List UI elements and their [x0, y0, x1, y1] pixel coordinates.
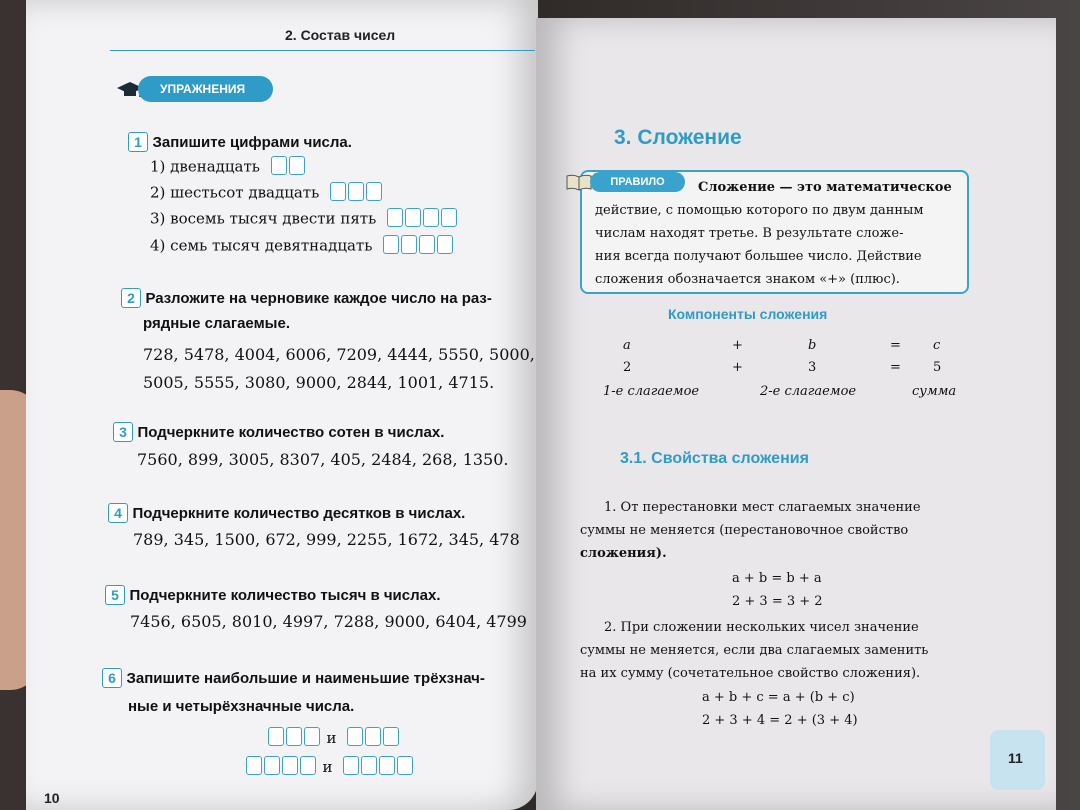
conjunction: и [322, 758, 333, 777]
task-4 [108, 503, 465, 523]
item-text: 2) шестьсот двадцать [150, 183, 320, 202]
property-line: 2. При сложении нескольких чисел значение [604, 620, 919, 635]
property-line: суммы не меняется (перестановочное свойство [580, 523, 909, 538]
task-1-item [150, 182, 384, 205]
header-rule [110, 50, 535, 51]
formula-symbol: + [732, 338, 743, 353]
formula-symbol: = [890, 360, 901, 375]
task-2 [121, 288, 492, 308]
formula-label: 2-е слагаемое [760, 384, 857, 399]
answer-row [240, 756, 415, 780]
rule-line: ния всегда получают большее число. Действие [595, 249, 922, 264]
subsection-title: 3.1. Свойства сложения [620, 450, 809, 467]
task-number: 1 [128, 132, 148, 152]
section-title: 3. Сложение [614, 126, 742, 149]
formula-symbol: = [890, 338, 901, 353]
task-title: Запишите наибольшие и наименьшие трёхзнач- [126, 670, 485, 687]
property-line: на их сумму (сочетательное свойство сложения). [580, 666, 921, 681]
task-title: Запишите цифрами числа. [152, 134, 352, 151]
rule-badge: ПРАВИЛО [590, 172, 685, 192]
task-1 [128, 132, 352, 152]
digit-cells [268, 727, 322, 751]
task-title-cont: ные и четырёхзначные числа. [128, 698, 355, 715]
property-formula: a + b + c = a + (b + c) [702, 690, 855, 705]
rule-line: Сложение — это математическое [698, 180, 952, 195]
formula-label: 1-е слагаемое [603, 384, 700, 399]
property-line: 1. От перестановки мест слагаемых значение [604, 500, 921, 515]
task-numbers: 728, 5478, 4004, 6006, 7209, 4444, 5550, 5000, [143, 345, 535, 364]
page-number: 10 [44, 790, 60, 806]
digit-cells [383, 235, 455, 258]
answer-row [262, 727, 401, 751]
item-text: 4) семь тысяч девятнадцать [150, 236, 373, 255]
conjunction: и [326, 729, 337, 748]
digit-cells [330, 182, 384, 205]
formula-symbol: c [933, 338, 941, 353]
rule-line: числам находят третье. В результате сложе- [595, 226, 904, 241]
task-title: Подчеркните количество десятков в числах. [132, 505, 466, 522]
formula-label: сумма [912, 384, 957, 399]
formula-symbol: + [732, 360, 743, 375]
task-3 [113, 422, 444, 442]
task-number: 2 [121, 288, 141, 308]
formula-symbol: 3 [808, 360, 817, 375]
digit-cells [246, 756, 318, 780]
property-formula: a + b = b + a [732, 571, 822, 586]
item-text: 3) восемь тысяч двести пять [150, 209, 377, 228]
left-page [26, 0, 538, 810]
task-6 [102, 668, 485, 688]
digit-cells [343, 756, 415, 780]
property-formula: 2 + 3 + 4 = 2 + (3 + 4) [702, 713, 858, 728]
task-number: 3 [113, 422, 133, 442]
formula-symbol: b [808, 338, 817, 353]
task-1-item [150, 208, 459, 231]
formula-symbol: 2 [623, 360, 632, 375]
task-title: Подчеркните количество тысяч в числах. [129, 587, 441, 604]
chapter-title: 2. Состав чисел [285, 27, 396, 43]
exercises-badge: УПРАЖНЕНИЯ [138, 76, 273, 102]
rule-line: действие, с помощью которого по двум данным [595, 203, 924, 218]
digit-cells [271, 156, 307, 179]
task-number: 4 [108, 503, 128, 523]
task-number: 5 [105, 585, 125, 605]
book-icon [565, 173, 593, 191]
task-numbers: 5005, 5555, 3080, 9000, 2844, 1001, 4715. [143, 373, 495, 392]
task-numbers: 7456, 6505, 8010, 4997, 7288, 9000, 6404, 4799 [130, 612, 527, 631]
item-text: 1) двенадцать [150, 157, 260, 176]
task-1-item [150, 156, 307, 179]
task-title-cont: рядные слагаемые. [143, 315, 290, 332]
task-1-item [150, 235, 455, 258]
rule-line: сложения обозначается знаком «+» (плюс). [595, 272, 900, 287]
task-title: Разложите на черновике каждое число на раз- [145, 290, 492, 307]
property-line: суммы не меняется, если два слагаемых заменить [580, 643, 929, 658]
task-numbers: 7560, 899, 3005, 8307, 405, 2484, 268, 1350. [137, 450, 509, 469]
task-title: Подчеркните количество сотен в числах. [137, 424, 445, 441]
components-title: Компоненты сложения [668, 306, 828, 322]
property-formula: 2 + 3 = 3 + 2 [732, 594, 823, 609]
formula-symbol: 5 [933, 360, 942, 375]
property-line: сложения). [580, 546, 667, 561]
task-number: 6 [102, 668, 122, 688]
digit-cells [347, 727, 401, 751]
task-numbers: 789, 345, 1500, 672, 999, 2255, 1672, 345, 478 [133, 530, 520, 549]
page-number: 11 [1008, 750, 1023, 766]
formula-symbol: a [623, 338, 631, 353]
digit-cells [387, 208, 459, 231]
task-5 [105, 585, 441, 605]
